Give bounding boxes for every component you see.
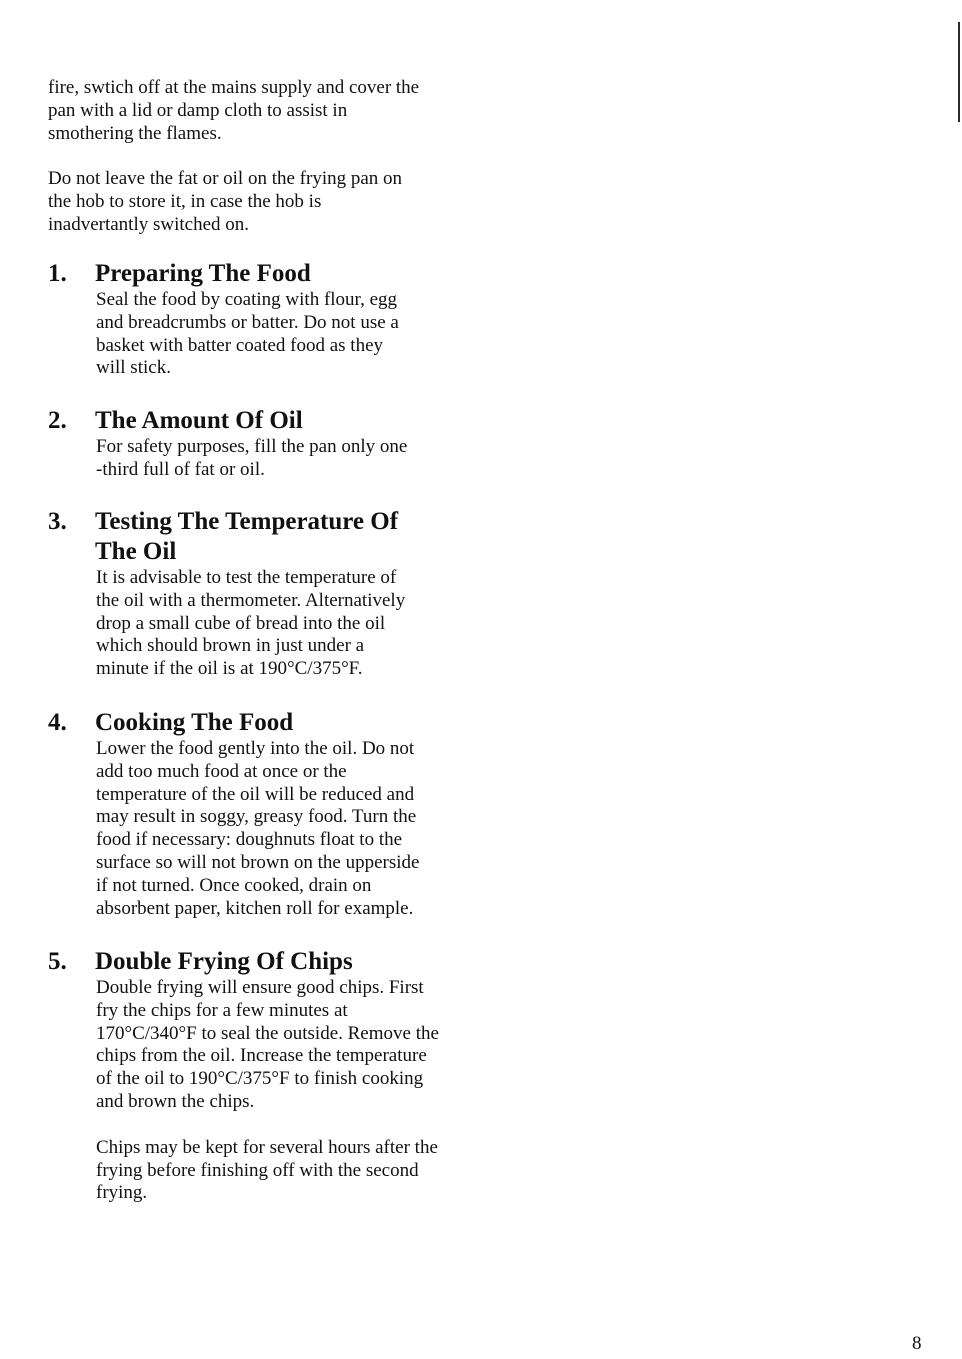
section-cooking-the-food: [48, 708, 488, 920]
section-number: 5.: [48, 948, 67, 975]
section-body: Seal the food by coating with flour, egg and breadcrumbs or batter. Do not use a basket with batter coated food as they will stick.: [96, 289, 399, 379]
section-body: Double frying will ensure good chips. First fry the chips for a few minutes at 170°C/340°F to seal the outside. Remove the chips from the oil. Increase the temperature of the oil to 190°C/375°F to finish cooking and brown the chips.: [96, 977, 439, 1112]
section-double-frying-of-chips: [48, 947, 488, 1205]
section-heading: [48, 259, 488, 289]
section-heading: [48, 507, 488, 567]
section-title: Testing The Temperature Of The Oil: [95, 508, 399, 565]
section-number: 2.: [48, 407, 67, 434]
page-number: 8: [912, 1333, 922, 1354]
section-body: Chips may be kept for several hours after the frying before finishing off with the second frying.: [96, 1136, 438, 1204]
section-title: The Amount Of Oil: [95, 407, 303, 434]
section-body: Lower the food gently into the oil. Do not add too much food at once or the temperature of the oil will be reduced and may result in soggy, greasy food. Turn the food if necessary: doughnuts float to the surface so will not brown on the upperside if not turned. Once cooked, drain on absorbent paper, kitchen roll for example.: [96, 738, 420, 919]
section-body: It is advisable to test the temperature of the oil with a thermometer. Alternatively drop a small cube of bread into the oil which should brown in just under a minute if the oil is at 190°C/375°F.: [96, 567, 406, 680]
section-the-amount-of-oil: [48, 406, 488, 482]
section-number: 1.: [48, 260, 67, 287]
section-title: Preparing The Food: [95, 260, 311, 287]
page-edge-line: [958, 22, 960, 122]
section-title: Cooking The Food: [95, 709, 294, 736]
section-testing-the-temperature: [48, 507, 488, 681]
section-heading: [48, 708, 488, 738]
section-heading: [48, 947, 488, 977]
intro-paragraph-1: fire, swtich off at the mains supply and cover the pan with a lid or damp cloth to assist in smothering the flames.: [48, 77, 420, 144]
section-preparing-the-food: [48, 259, 488, 380]
section-title: Double Frying Of Chips: [95, 948, 353, 975]
section-body: For safety purposes, fill the pan only one -third full of fat or oil.: [96, 436, 408, 480]
section-number: 4.: [48, 709, 67, 736]
section-heading: [48, 406, 488, 436]
section-number: 3.: [48, 508, 67, 535]
intro-paragraph-2: Do not leave the fat or oil on the frying pan on the hob to store it, in case the hob is inadvertantly switched on.: [48, 168, 403, 235]
